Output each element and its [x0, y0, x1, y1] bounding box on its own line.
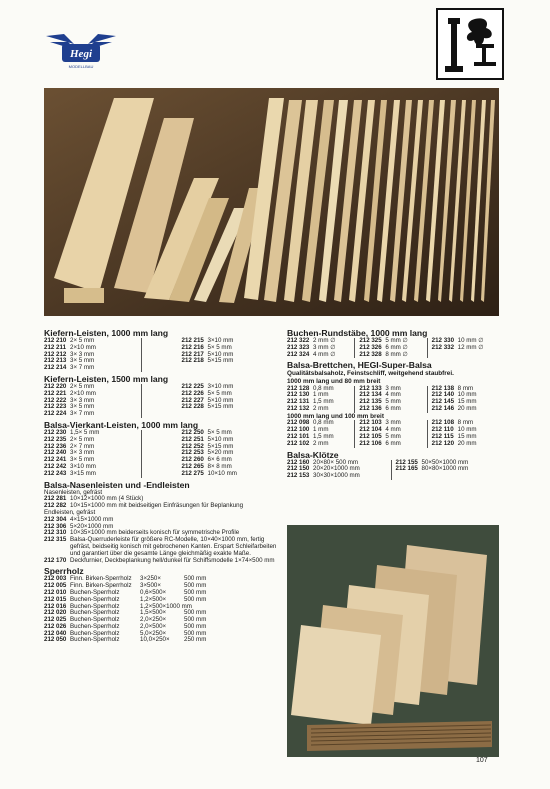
list-item	[44, 365, 141, 372]
article-spec: 5 mm ∅	[385, 337, 408, 344]
article-spec: 8 mm	[457, 419, 474, 427]
article-spec: 3× 7 mm	[70, 364, 95, 372]
article-number: 212 131	[287, 398, 310, 406]
article-number: 212 210	[44, 337, 67, 344]
list-item	[44, 537, 278, 557]
article-spec: 5×10 mm	[207, 350, 234, 358]
article-spec: 2× 5 mm	[70, 382, 95, 390]
heading-buchen-rundstaebe: Buchen-Rundstäbe, 1000 mm lang	[287, 328, 428, 338]
heading-balsa-kloetze: Balsa-Klötze	[287, 449, 339, 460]
article-number: 212 217	[181, 350, 204, 358]
article-number: 212 218	[181, 357, 204, 365]
length: 250 mm	[184, 636, 207, 644]
article-spec: 2× 5 mm	[70, 337, 95, 344]
article-number: 212 275	[181, 469, 204, 477]
article-spec: 10×12×1000 mm (4 Stück)	[70, 495, 144, 503]
length: 500 mm	[184, 582, 207, 590]
article-number: 212 216	[181, 343, 204, 351]
article-number: 212 323	[287, 343, 310, 351]
article-number: 212 227	[181, 396, 204, 404]
article-number: 212 016	[44, 602, 67, 610]
article-spec: 5×20×1000 mm	[70, 522, 114, 530]
article-number: 212 306	[44, 522, 67, 530]
article-number: 212 128	[287, 384, 310, 392]
article-spec: 5×15 mm	[207, 357, 234, 365]
wood-strips-photo	[44, 88, 499, 316]
list-item	[44, 411, 141, 418]
article-spec: 3× 3 mm	[70, 396, 95, 404]
article-spec: 10 mm ∅	[457, 337, 484, 344]
article-spec: 20 mm	[457, 404, 477, 412]
article-spec: 2×10 mm	[70, 389, 96, 397]
article-spec: 3× 5 mm	[70, 357, 95, 365]
article-number: 212 251	[181, 435, 204, 443]
article-spec: 8 mm	[457, 384, 474, 392]
article-number: 212 102	[287, 439, 310, 447]
material: Buchen-Sperrholz	[70, 609, 120, 617]
article-spec: 2 mm ∅	[313, 337, 336, 344]
article-spec: 15 mm	[457, 398, 477, 406]
material: Buchen-Sperrholz	[70, 636, 120, 644]
material: Buchen-Sperrholz	[70, 622, 120, 630]
article-number: 212 315	[44, 536, 67, 544]
article-spec: 10×10 mm	[207, 469, 237, 477]
article-spec: 3×10 mm	[207, 337, 234, 344]
article-number: 212 222	[44, 396, 67, 404]
article-spec: 3× 3 mm	[70, 449, 95, 457]
svg-text:Hegi: Hegi	[70, 48, 92, 60]
article-spec: 20 mm	[457, 439, 477, 447]
article-spec: 5× 5 mm	[207, 343, 232, 351]
article-spec: 2× 7 mm	[70, 442, 95, 450]
article-spec: Balsa-Querruderleiste für größere RC-Modelle, 10×40×1000 mm, fertig gefräst, beidseitig konisch mit gebrochenen Kanten. Erspart Schleifarbeiten und garantiert über die gesamte Länge gleichmäßig exakte Maße.	[70, 536, 277, 557]
list-item	[359, 352, 426, 359]
tools-wood-icon	[438, 10, 502, 78]
balsa-sub-100: 1000 mm lang und 100 mm breit	[287, 412, 384, 420]
article-spec: 3× 5 mm	[70, 403, 95, 411]
article-number: 212 225	[181, 382, 204, 390]
right-column	[287, 326, 499, 480]
article-spec: 3 mm	[385, 419, 401, 427]
article-spec: 5× 5 mm	[207, 389, 232, 397]
article-number: 212 322	[287, 337, 310, 344]
article-spec: 8 mm ∅	[385, 350, 408, 358]
dimensions: 2,0×250×	[140, 616, 167, 624]
article-number: 212 282	[44, 502, 67, 510]
article-spec: 10 mm	[457, 426, 477, 434]
article-number: 212 240	[44, 449, 67, 457]
dimensions: 0,6×500×	[140, 588, 167, 596]
article-spec: 3×10 mm	[207, 382, 234, 390]
svg-text:MODELLBAU: MODELLBAU	[68, 64, 94, 69]
article-spec: 5×10 mm	[207, 435, 234, 443]
article-spec: 15 mm	[457, 432, 477, 440]
article-number: 212 211	[44, 343, 67, 351]
list-item	[182, 471, 279, 478]
article-spec: 5× 5 mm	[207, 428, 232, 436]
article-spec: 20×80× 500 mm	[313, 458, 359, 466]
left-column	[44, 326, 278, 644]
heading-kiefern-1000: Kiefern-Leisten, 1000 mm lang	[44, 328, 169, 338]
article-spec: 3×15 mm	[70, 469, 96, 477]
heading-sperrholz: Sperrholz	[44, 566, 84, 577]
dimensions: 10,0×250×	[140, 636, 170, 644]
material: Buchen-Sperrholz	[70, 629, 120, 637]
dimensions: 2,0×500×	[140, 622, 167, 630]
balsa-quality-note: Qualitätsbalsaholz, Feinstschliff, weitgehend staubfrei.	[287, 370, 454, 378]
article-spec: 5×15 mm	[207, 442, 234, 450]
material: Buchen-Sperrholz	[70, 588, 120, 596]
article-number: 212 220	[44, 382, 67, 390]
article-number: 212 134	[359, 391, 382, 399]
article-number: 212 228	[181, 403, 204, 411]
sperrholz-table	[44, 576, 278, 644]
article-spec: 0,8 mm	[313, 419, 334, 427]
article-number: 212 224	[44, 410, 67, 418]
article-number: 212 005	[44, 582, 67, 590]
dimensions: 5,0×250×	[140, 629, 167, 637]
article-number: 212 110	[431, 426, 454, 434]
hegi-logo	[44, 26, 118, 70]
article-spec: 5×15 mm	[207, 403, 234, 411]
article-spec: 2 mm	[313, 404, 329, 412]
article-number: 212 025	[44, 616, 67, 624]
material: Finn. Birken-Sperrholz	[70, 582, 132, 590]
article-number: 212 304	[44, 515, 67, 523]
article-number: 212 010	[44, 588, 67, 596]
list-item	[287, 406, 354, 413]
length: 500 mm	[184, 609, 207, 617]
article-spec: 6 mm	[385, 404, 401, 412]
article-number: 212 328	[359, 350, 382, 358]
article-number: 212 136	[359, 404, 382, 412]
material: Buchen-Sperrholz	[70, 616, 120, 624]
heading-kiefern-1500: Kiefern-Leisten, 1500 mm lang	[44, 373, 169, 384]
buchen-rundstaebe-table	[287, 338, 499, 358]
list-item	[182, 358, 279, 365]
dimensions: 1,2×500×1000 mm	[140, 602, 192, 610]
article-number: 212 101	[287, 432, 310, 440]
article-spec: 3× 5 mm	[70, 456, 95, 464]
article-number: 212 221	[44, 389, 67, 397]
list-item	[432, 345, 499, 352]
list-item	[287, 473, 391, 480]
article-number: 212 310	[44, 529, 67, 537]
kiefern-1000-table	[44, 338, 278, 372]
article-number: 212 265	[181, 462, 204, 470]
article-number: 212 108	[431, 419, 455, 427]
kiefern-1500-table	[44, 384, 278, 418]
plywood-sheets-photo	[287, 525, 499, 757]
material: Finn. Birken-Sperrholz	[70, 575, 132, 583]
balsa-80-table	[287, 386, 499, 413]
article-number: 212 160	[287, 458, 310, 466]
article-spec: 3 mm ∅	[313, 343, 336, 351]
article-number: 212 241	[44, 456, 67, 464]
article-spec: 2 mm	[313, 439, 329, 447]
article-spec: 12 mm ∅	[457, 343, 484, 351]
article-number: 212 281	[44, 495, 67, 503]
article-number: 212 026	[44, 622, 67, 630]
list-item	[359, 441, 426, 448]
heading-balsa-vierkant: Balsa-Vierkant-Leisten, 1000 mm lang	[44, 419, 199, 430]
balsa-kloetze-table	[287, 460, 499, 480]
article-spec: 2× 5 mm	[70, 435, 95, 443]
article-number: 212 115	[431, 432, 454, 440]
article-spec: 4×15×1000 mm	[70, 515, 114, 523]
article-spec: 10×15×1000 mm mit beidseitigen Einfräsungen für Beplankung	[70, 502, 244, 510]
length: 500 mm	[184, 575, 207, 583]
article-number: 212 226	[181, 389, 204, 397]
article-number: 212 040	[44, 629, 67, 637]
length: 500 mm	[184, 616, 207, 624]
article-spec: 3× 3 mm	[70, 350, 95, 358]
balsa-100-table	[287, 420, 499, 447]
article-spec: 5 mm	[385, 398, 401, 406]
article-number: 212 130	[287, 391, 310, 399]
article-spec: 6× 6 mm	[207, 456, 232, 464]
article-spec: 80×80×1000 mm	[421, 465, 469, 473]
article-number: 212 050	[44, 636, 67, 644]
list-item	[359, 406, 426, 413]
list-item	[432, 441, 499, 448]
article-spec: 6 mm	[385, 439, 401, 447]
article-number: 212 132	[287, 404, 310, 412]
length: 500 mm	[184, 595, 207, 603]
list-item	[287, 352, 354, 359]
article-number: 212 165	[395, 465, 418, 473]
length: 500 mm	[184, 588, 207, 596]
article-spec: 10 mm	[457, 391, 477, 399]
article-number: 212 170	[44, 556, 67, 564]
heading-balsa-nasenleisten: Balsa-Nasenleisten und -Endleisten	[44, 479, 190, 490]
article-spec: 8× 8 mm	[207, 462, 232, 470]
article-spec: 1 mm	[313, 391, 329, 399]
length: 500 mm	[184, 629, 207, 637]
article-number: 212 324	[287, 350, 310, 358]
length: 500 mm	[184, 622, 207, 630]
article-number: 212 223	[44, 403, 67, 411]
article-number: 212 332	[431, 343, 455, 351]
article-number: 212 140	[431, 391, 455, 399]
article-spec: 4 mm	[385, 391, 401, 399]
article-spec: 5×10 mm	[207, 396, 234, 404]
nasen-sub2: Endleisten, gefräst	[44, 508, 96, 516]
article-number: 212 003	[44, 575, 67, 583]
material: Buchen-Sperrholz	[70, 602, 120, 610]
nasen-sub1: Nasenleisten, gefräst	[44, 488, 103, 496]
list-item	[287, 441, 354, 448]
article-number: 212 105	[359, 432, 382, 440]
list-item	[44, 558, 278, 565]
article-number: 212 212	[44, 350, 67, 358]
article-spec: 10×35×1000 mm beiderseits konisch für symmetrische Profile	[70, 529, 240, 537]
article-number: 212 330	[431, 337, 455, 344]
balsa-sub-80: 1000 mm lang und 80 mm breit	[287, 377, 381, 385]
article-number: 212 133	[359, 384, 382, 392]
article-number: 212 326	[359, 343, 382, 351]
article-spec: 50×50×1000 mm	[421, 458, 469, 466]
article-number: 212 235	[44, 435, 67, 443]
article-number: 212 213	[44, 357, 67, 365]
article-number: 212 098	[287, 419, 310, 427]
category-symbol-box	[436, 8, 504, 80]
article-spec: 4 mm ∅	[313, 350, 336, 358]
article-number: 212 150	[287, 465, 310, 473]
article-number: 212 020	[44, 609, 67, 617]
article-number: 212 236	[44, 442, 67, 450]
balsa-vierkant-table	[44, 430, 278, 478]
article-spec: 1,5 mm	[313, 432, 334, 440]
article-number: 212 253	[181, 449, 204, 457]
article-number: 212 104	[359, 426, 382, 434]
article-spec: 5 mm	[385, 432, 401, 440]
article-spec: 1,5 mm	[313, 398, 334, 406]
article-number: 212 252	[181, 442, 204, 450]
dimensions: 1,5×500×	[140, 609, 167, 617]
article-spec: 3 mm	[385, 384, 401, 392]
list-item	[432, 406, 499, 413]
article-spec: 4 mm	[385, 426, 401, 434]
article-number: 212 230	[44, 428, 67, 436]
list-item	[396, 466, 500, 473]
article-number: 212 120	[431, 439, 455, 447]
article-number: 212 214	[44, 364, 67, 372]
article-number: 212 155	[395, 458, 418, 466]
article-spec: 30×30×1000 mm	[313, 472, 360, 480]
article-number: 212 100	[287, 426, 310, 434]
article-spec: 2×10 mm	[70, 343, 96, 351]
article-spec: 3× 7 mm	[70, 410, 95, 418]
article-number: 212 325	[359, 337, 382, 344]
article-number: 212 153	[287, 472, 310, 480]
article-number: 212 215	[181, 337, 204, 344]
article-number: 212 250	[181, 428, 204, 436]
article-spec: 0,8 mm	[313, 384, 334, 392]
article-number: 212 145	[431, 398, 455, 406]
article-number: 212 103	[359, 419, 382, 427]
dimensions: 1,2×500×	[140, 595, 167, 603]
list-item	[182, 404, 279, 411]
article-spec: Deckfurnier, Deckbeplankung hell/dunkel für Schiffsmodelle 1×74×500 mm	[70, 556, 275, 564]
article-number: 212 106	[359, 439, 382, 447]
article-number: 212 015	[44, 595, 67, 603]
article-spec: 6 mm ∅	[385, 343, 408, 351]
article-number: 212 135	[359, 398, 382, 406]
dimensions: 3×500×	[140, 582, 161, 590]
table-row	[44, 637, 278, 644]
heading-balsa-brettchen: Balsa-Brettchen, HEGI-Super-Balsa	[287, 360, 432, 371]
article-number: 212 260	[181, 456, 204, 464]
article-spec: 1,5× 5 mm	[70, 428, 100, 436]
article-number: 212 138	[431, 384, 455, 392]
article-spec: 5×20 mm	[207, 449, 234, 457]
article-number: 212 146	[431, 404, 455, 412]
list-item	[44, 471, 141, 478]
material: Buchen-Sperrholz	[70, 595, 120, 603]
page-number: 107	[476, 757, 488, 764]
dimensions: 3×250×	[140, 575, 161, 583]
article-spec: 20×20×1000 mm	[313, 465, 360, 473]
article-spec: 3×10 mm	[70, 462, 96, 470]
article-spec: 1 mm	[313, 426, 329, 434]
article-number: 212 242	[44, 462, 67, 470]
article-number: 212 243	[44, 469, 67, 477]
